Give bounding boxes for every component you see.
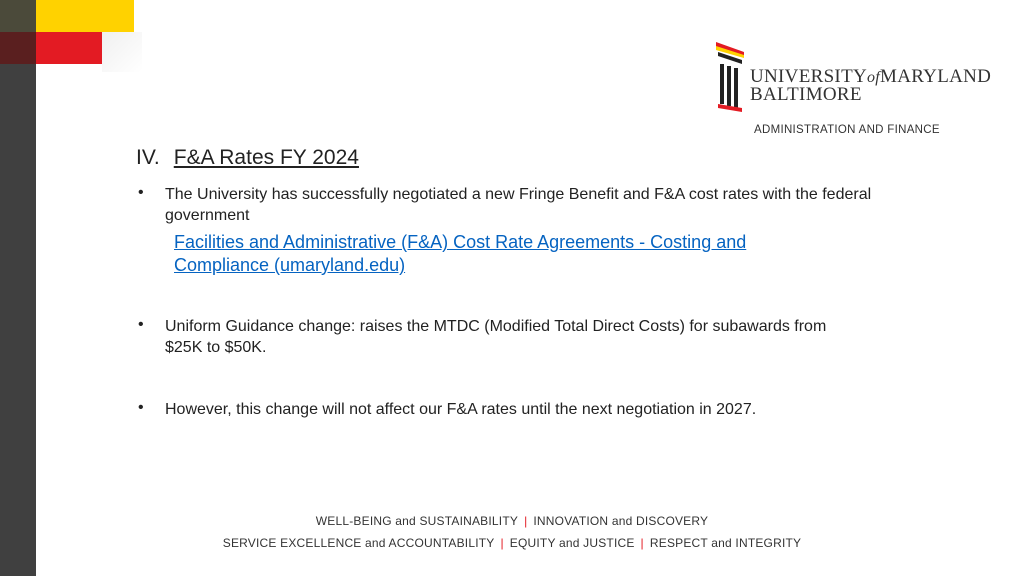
logo-title-line1: UNIVERSITYofMARYLAND [750,66,992,87]
value-service: SERVICE EXCELLENCE and ACCOUNTABILITY [222,536,495,550]
corner-decoration-gold [36,0,134,32]
bullet-text-negotiated-rates: The University has successfully negotiated a new Fringe Benefit and F&A cost rates with the federal government [165,186,872,224]
division-label: ADMINISTRATION AND FINANCE [754,124,940,136]
section-heading [136,146,359,170]
footer-separator: | [524,514,528,528]
rate-agreements-link[interactable]: Facilities and Administrative (F&A) Cost Rate Agreements - Costing and Compliance (umaryland.edu) [174,232,747,275]
bullet-text-uniform-guidance: Uniform Guidance change: raises the MTDC (Modified Total Direct Costs) for subawards from $25K to $50K. [165,318,827,356]
value-wellbeing: WELL-BEING and SUSTAINABILITY [315,514,519,528]
logo-title-line2: BALTIMORE [750,84,862,105]
value-respect: RESPECT and INTEGRITY [649,536,802,550]
corner-decoration-shadow [102,32,142,72]
section-number: IV. [136,146,160,169]
section-title: F&A Rates FY 2024 [173,146,359,169]
left-accent-bar [0,0,36,576]
value-innovation: INNOVATION and DISCOVERY [533,514,709,528]
bullet-text-no-effect: However, this change will not affect our F&A rates until the next negotiation in 2027. [165,401,757,418]
corner-decoration-olive-top [0,0,36,32]
footer-values-line2 [0,536,1024,550]
value-equity: EQUITY and JUSTICE [509,536,635,550]
bullet-marker: • [138,184,144,201]
bullet-marker: • [138,399,144,416]
footer-values-line1 [0,514,1024,528]
footer-separator: | [640,536,644,550]
corner-decoration-red [36,32,102,64]
corner-decoration-maroon-top [0,32,36,64]
bullet-marker: • [138,316,144,333]
footer-separator: | [500,536,504,550]
